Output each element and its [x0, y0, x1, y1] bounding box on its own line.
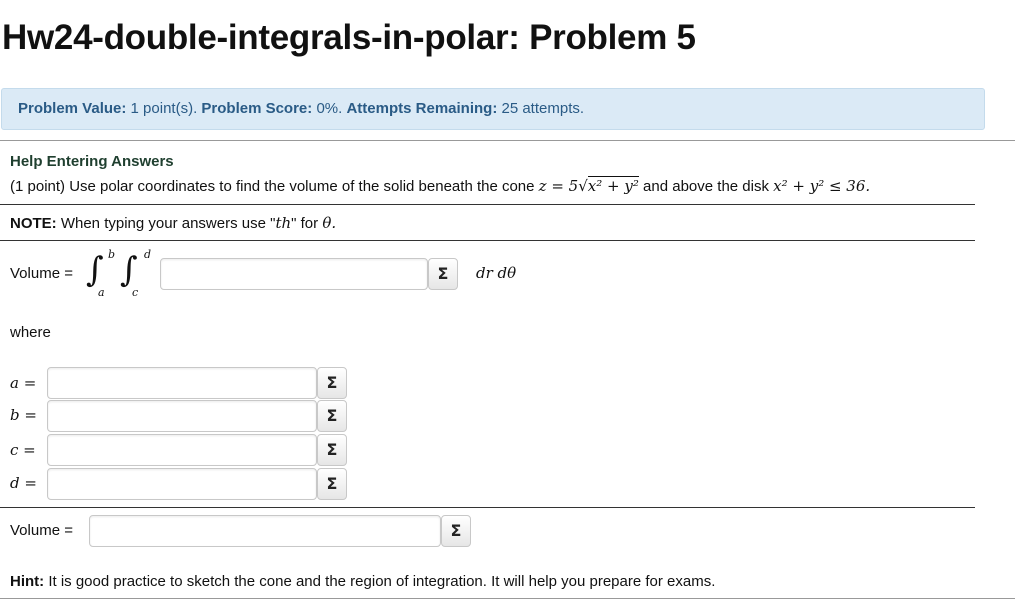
- problem-value-label: Problem Value:: [18, 100, 127, 117]
- limit-c-label: c =: [10, 441, 36, 459]
- divider: [0, 140, 1015, 141]
- divider: [0, 598, 1015, 599]
- limit-c-input[interactable]: [47, 434, 317, 466]
- disk-inequality: x² + y² ≤ 36.: [773, 177, 871, 195]
- note-text: When typing your answers use ": [56, 215, 276, 232]
- final-volume-input[interactable]: [89, 515, 441, 547]
- where-label: where: [10, 324, 51, 341]
- inner-lower-limit: c: [132, 286, 139, 299]
- equation-editor-button[interactable]: Σ: [428, 258, 458, 290]
- attempts-label: Attempts Remaining:: [346, 100, 498, 117]
- problem-status-box: [1, 88, 985, 130]
- limit-a-input[interactable]: [47, 367, 317, 399]
- equation-editor-button[interactable]: Σ: [441, 515, 471, 547]
- hint-label: Hint:: [10, 573, 45, 590]
- page-title: Hw24-double-integrals-in-polar: Problem 5: [2, 18, 696, 57]
- problem-score: 0%.: [312, 100, 347, 117]
- equation-editor-button[interactable]: Σ: [317, 468, 347, 500]
- limit-d-input[interactable]: [47, 468, 317, 500]
- outer-lower-limit: a: [98, 286, 105, 299]
- divider: [0, 507, 975, 508]
- equation-editor-button[interactable]: Σ: [317, 367, 347, 399]
- inner-upper-limit: d: [144, 248, 152, 261]
- outer-upper-limit: b: [108, 248, 116, 261]
- inner-integral-sign: ∫: [120, 250, 138, 290]
- differentials: dr dθ: [476, 264, 517, 282]
- outer-integral-sign: ∫: [86, 250, 104, 290]
- volume-integral-label: Volume =: [10, 265, 73, 282]
- integrand-input[interactable]: [160, 258, 428, 290]
- equation-editor-button[interactable]: Σ: [317, 400, 347, 432]
- attempts-remaining: 25 attempts.: [497, 100, 585, 117]
- limit-b-label: b =: [10, 406, 37, 424]
- note-label: NOTE:: [10, 215, 57, 232]
- problem-score-label: Problem Score:: [201, 100, 313, 117]
- th-symbol: th: [275, 214, 292, 232]
- final-volume-label: Volume =: [10, 522, 73, 539]
- problem-value: 1 point(s).: [126, 100, 202, 117]
- theta-symbol: θ.: [322, 214, 337, 232]
- cone-equation: z = 5√x² + y²: [538, 177, 639, 195]
- problem-text-prefix: (1 point) Use polar coordinates to find the volume of the solid beneath the cone: [10, 178, 539, 195]
- equation-editor-button[interactable]: Σ: [317, 434, 347, 466]
- note: [10, 214, 336, 232]
- note-text-after: " for: [291, 215, 323, 232]
- hint-text: It is good practice to sketch the cone and the region of integration. It will help you prepare for exams.: [44, 573, 716, 590]
- problem-text-middle: and above the disk: [638, 178, 774, 195]
- limit-d-label: d =: [10, 474, 37, 492]
- divider: [0, 240, 975, 241]
- divider: [0, 204, 975, 205]
- hint: [10, 573, 715, 590]
- limit-b-input[interactable]: [47, 400, 317, 432]
- limit-a-label: a =: [10, 374, 37, 392]
- help-entering-answers-link[interactable]: Help Entering Answers: [10, 153, 174, 170]
- problem-statement: [10, 177, 870, 195]
